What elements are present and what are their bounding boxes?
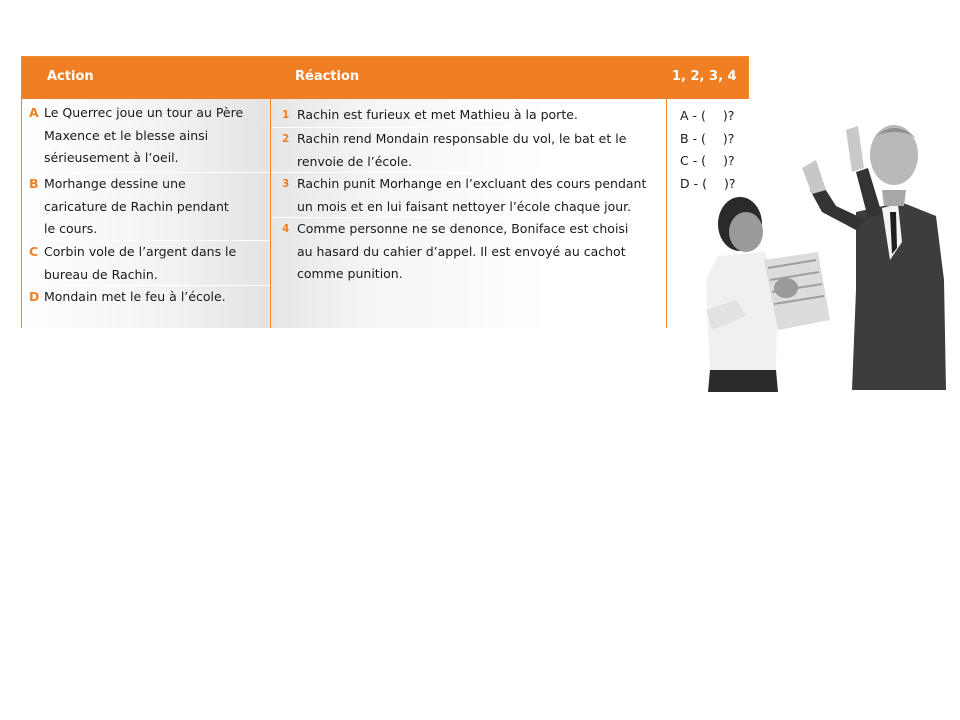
- answer-suffix: )?: [722, 130, 735, 146]
- reaction-line: comme punition.: [297, 266, 403, 281]
- reaction-line: Comme personne ne se denonce, Boniface est choisi: [297, 221, 629, 236]
- man-figure: [802, 125, 946, 390]
- reaction-line: un mois et en lui faisant nettoyer l’école chaque jour.: [297, 198, 632, 214]
- reaction-number: 2: [282, 133, 290, 145]
- action-letter: B: [29, 176, 39, 191]
- reaction-item-4: [271, 217, 666, 286]
- answer-suffix: )?: [723, 175, 736, 191]
- header-reaction: Réaction: [295, 69, 360, 84]
- action-letter: D: [29, 289, 40, 304]
- reaction-line: au hasard du cahier d’appel. Il est envoyé au cachot: [297, 243, 626, 259]
- photo-man-and-boy: [706, 120, 952, 392]
- action-line: Corbin vole de l’argent dans le: [44, 244, 237, 259]
- answer-prefix: C - (: [680, 153, 707, 168]
- answer-prefix: D - (: [680, 175, 707, 191]
- action-item-d: [22, 285, 270, 309]
- reaction-number: 4: [282, 223, 290, 235]
- action-line: Le Querrec joue un tour au Père: [44, 105, 244, 120]
- reaction-line: Rachin punit Morhange en l’excluant des cours pendant: [297, 176, 647, 191]
- action-line: Morhange dessine une: [44, 176, 186, 191]
- matching-exercise-table: [21, 56, 749, 328]
- reaction-number: 3: [282, 178, 290, 190]
- action-item-a: [22, 102, 270, 170]
- action-item-b: [22, 172, 270, 241]
- reaction-line: renvoie de l’école.: [297, 153, 413, 169]
- table-header: [22, 57, 748, 99]
- action-line: caricature de Rachin pendant: [44, 198, 229, 214]
- answer-prefix: B - (: [680, 130, 706, 146]
- reaction-item-1: [271, 104, 666, 127]
- answer-suffix: )?: [722, 108, 735, 123]
- action-letter: C: [29, 244, 39, 259]
- answer-suffix: )?: [723, 153, 735, 168]
- action-line: Mondain met le feu à l’école.: [44, 289, 226, 304]
- header-answer: 1, 2, 3, 4: [672, 69, 737, 84]
- header-action: Action: [47, 69, 94, 84]
- reaction-item-2: [271, 127, 666, 173]
- reaction-item-3: [271, 172, 666, 218]
- answer-prefix: A - (: [680, 108, 706, 123]
- reaction-line: Rachin est furieux et met Mathieu à la porte.: [297, 107, 578, 122]
- action-line: sérieusement à l’oeil.: [44, 150, 179, 165]
- action-item-c: [22, 240, 270, 286]
- reaction-number: 1: [282, 109, 290, 121]
- boy-figure: [706, 197, 830, 392]
- action-line: Maxence et le blesse ainsi: [44, 127, 209, 143]
- reaction-line: Rachin rend Mondain responsable du vol, le bat et le: [297, 131, 627, 146]
- action-letter: A: [29, 105, 39, 120]
- action-line: bureau de Rachin.: [44, 266, 158, 282]
- action-line: le cours.: [44, 221, 98, 236]
- action-column: [22, 99, 271, 328]
- reaction-column: [271, 99, 667, 328]
